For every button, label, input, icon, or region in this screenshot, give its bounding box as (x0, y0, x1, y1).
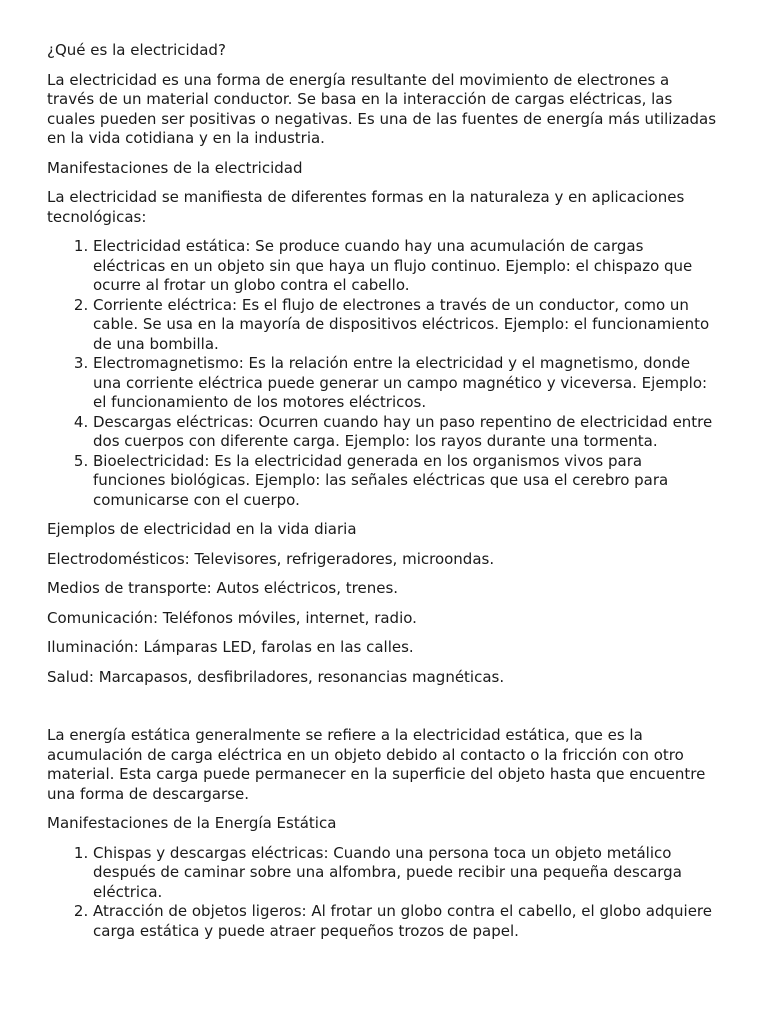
manifestations-list (47, 237, 717, 510)
paragraph-static-energy-definition: La energía estática generalmente se refiere a la electricidad estática, que es la acumulación de carga eléctrica en un objeto debido al contacto o la fricción con otro material. Esta carga puede permanecer en la superficie del objeto hasta que encuentre una forma de descargarse. (47, 726, 706, 803)
list-item: 3. Electromagnetismo: Es la relación entre la electricidad y el magnetismo, donde una corriente eléctrica puede generar un campo magnético y viceversa. Ejemplo: el funcionamiento de los motores eléctricos. (93, 354, 717, 413)
section-heading-static-manifestations: Manifestaciones de la Energía Estática (47, 814, 337, 832)
paragraph-electricity-definition: La electricidad es una forma de energía resultante del movimiento de electrones a través de un material conductor. Se basa en la interacción de cargas eléctricas, las cuales pueden ser positivas o negativas. Es una de las fuentes de energía más utilizadas en la vida cotidiana y en la industria. (47, 70, 717, 147)
list-item: 5. Bioelectricidad: Es la electricidad generada en los organismos vivos para funciones biológicas. Ejemplo: las señales eléctricas que usa el cerebro para comunicarse con el cuerpo. (93, 452, 717, 511)
example-lighting: Iluminación: Lámparas LED, farolas en las calles. (47, 638, 414, 656)
list-item: 1. Electricidad estática: Se produce cuando hay una acumulación de cargas eléctricas en un objeto sin que haya un flujo continuo. Ejemplo: el chispazo que ocurre al frotar un globo contra el cabello. (93, 237, 717, 296)
list-item: 2. Atracción de objetos ligeros: Al frotar un globo contra el cabello, el globo adquiere carga estática y puede atraer pequeños trozos de papel. (93, 902, 717, 941)
paragraph-manifestations-intro: La electricidad se manifiesta de diferentes formas en la naturaleza y en aplicaciones tecnológicas: (47, 188, 685, 226)
example-health: Salud: Marcapasos, desfibriladores, resonancias magnéticas. (47, 667, 505, 686)
blank-line (47, 697, 717, 726)
example-transport: Medios de transporte: Autos eléctricos, trenes. (47, 579, 399, 597)
list-item: 1. Chispas y descargas eléctricas: Cuando una persona toca un objeto metálico después de caminar sobre una alfombra, puede recibir una pequeña descarga eléctrica. (93, 844, 717, 903)
example-communication: Comunicación: Teléfonos móviles, internet, radio. (47, 608, 417, 627)
document-page (47, 41, 717, 951)
static-manifestations-list (47, 844, 717, 942)
example-appliances: Electrodomésticos: Televisores, refrigeradores, microondas. (47, 549, 495, 568)
list-item: 2. Corriente eléctrica: Es el flujo de electrones a través de un conductor, como un cable. Se usa en la mayoría de dispositivos eléctricos. Ejemplo: el funcionamiento de una bombilla. (93, 296, 717, 355)
section-heading-daily-examples: Ejemplos de electricidad en la vida diaria (47, 520, 357, 538)
section-heading-what-is-electricity: ¿Qué es la electricidad? (47, 41, 226, 59)
list-item: 4. Descargas eléctricas: Ocurren cuando hay un paso repentino de electricidad entre dos cuerpos con diferente carga. Ejemplo: los rayos durante una tormenta. (93, 413, 717, 452)
section-heading-manifestations: Manifestaciones de la electricidad (47, 158, 303, 177)
